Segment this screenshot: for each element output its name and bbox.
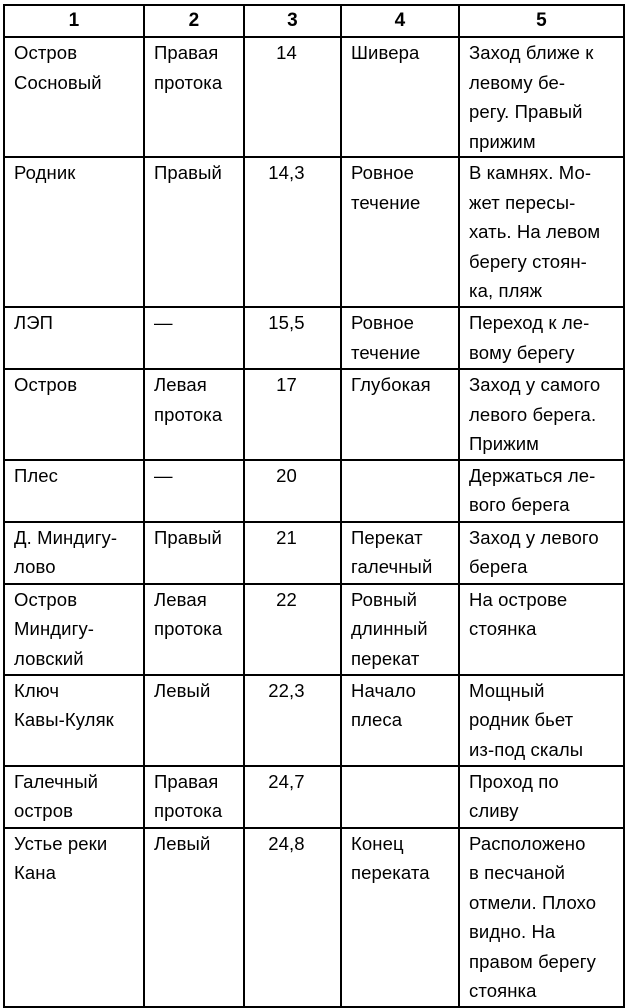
stream-cell bbox=[341, 584, 459, 675]
stream-cell-line: Конец bbox=[351, 832, 404, 854]
landmark-cell-line: Кана bbox=[14, 862, 56, 883]
note-cell bbox=[459, 307, 624, 369]
stream-cell bbox=[341, 766, 459, 828]
stream-cell bbox=[341, 37, 459, 157]
distance-cell: 14,3 bbox=[244, 157, 341, 307]
landmark-cell-line: Ключ bbox=[14, 679, 60, 701]
side-cell bbox=[144, 157, 244, 307]
stream-cell-line: перекат bbox=[351, 647, 420, 669]
stream-cell-line: Начало bbox=[351, 679, 417, 701]
side-cell-line: протока bbox=[154, 800, 223, 821]
side-cell bbox=[144, 675, 244, 766]
note-cell bbox=[459, 584, 624, 675]
stream-cell-line: течение bbox=[351, 191, 421, 213]
stream-cell bbox=[341, 828, 459, 1007]
note-cell-line: родник бьет bbox=[469, 709, 574, 730]
stream-cell-line: плеса bbox=[351, 709, 403, 730]
landmark-cell bbox=[4, 369, 144, 460]
landmark-cell-line: лово bbox=[14, 556, 56, 577]
table-row bbox=[4, 675, 624, 766]
note-cell-line: Заход у самого bbox=[469, 374, 601, 395]
side-cell-line: протока bbox=[154, 618, 223, 639]
stream-cell-line: Ровное bbox=[351, 162, 415, 183]
note-cell-line: вому берегу bbox=[469, 341, 575, 363]
landmark-cell-line: Родник bbox=[14, 162, 76, 183]
note-cell bbox=[459, 522, 624, 584]
side-cell-line: — bbox=[154, 464, 173, 486]
note-cell-line: регу. Правый bbox=[469, 101, 583, 122]
landmark-cell-line: Устье реки bbox=[14, 832, 108, 854]
note-cell bbox=[459, 828, 624, 1007]
side-cell-line: Левый bbox=[154, 832, 211, 854]
note-cell-line: Мощный bbox=[469, 679, 545, 701]
side-cell-line: Правая bbox=[154, 770, 219, 792]
note-cell bbox=[459, 460, 624, 522]
table-row bbox=[4, 460, 624, 522]
side-cell-line: Левый bbox=[154, 679, 211, 701]
note-cell bbox=[459, 369, 624, 460]
table-row bbox=[4, 584, 624, 675]
note-cell-line: Прижим bbox=[469, 433, 539, 454]
side-cell bbox=[144, 828, 244, 1007]
stream-cell bbox=[341, 460, 459, 522]
stream-cell bbox=[341, 307, 459, 369]
column-header-5: 5 bbox=[459, 5, 624, 37]
note-cell-line: правом берегу bbox=[469, 950, 596, 972]
distance-cell: 21 bbox=[244, 522, 341, 584]
column-header-3: 3 bbox=[244, 5, 341, 37]
note-cell-line: В камнях. Мо- bbox=[469, 162, 592, 183]
stream-cell-line: Ровное bbox=[351, 312, 415, 333]
note-cell-line: стоянка bbox=[469, 980, 537, 1001]
stream-cell bbox=[341, 522, 459, 584]
side-cell-line: — bbox=[154, 312, 173, 333]
note-cell-line: берега bbox=[469, 556, 528, 577]
side-cell-line: Левая bbox=[154, 588, 207, 610]
note-cell-line: левому бе- bbox=[469, 71, 566, 93]
table-row bbox=[4, 307, 624, 369]
landmark-cell-line: остров bbox=[14, 800, 74, 821]
table-row bbox=[4, 369, 624, 460]
landmark-cell bbox=[4, 766, 144, 828]
landmark-cell-line: Плес bbox=[14, 464, 59, 486]
note-cell-line: Заход у левого bbox=[469, 526, 599, 548]
landmark-cell-line: Сосновый bbox=[14, 71, 102, 93]
note-cell-line: Переход к ле- bbox=[469, 312, 590, 333]
river-route-table-container bbox=[3, 4, 623, 1008]
note-cell-line: сливу bbox=[469, 800, 519, 821]
landmark-cell-line: Кавы-Куляк bbox=[14, 709, 114, 730]
note-cell-line: жет пересы- bbox=[469, 191, 576, 213]
note-cell-line: Расположено bbox=[469, 832, 586, 854]
stream-cell-line: Шивера bbox=[351, 42, 420, 63]
river-route-table bbox=[3, 4, 625, 1008]
side-cell bbox=[144, 766, 244, 828]
landmark-cell bbox=[4, 828, 144, 1007]
note-cell-line: из-под скалы bbox=[469, 738, 584, 760]
column-header-1: 1 bbox=[4, 5, 144, 37]
side-cell-line: протока bbox=[154, 403, 223, 425]
note-cell-line: Заход ближе к bbox=[469, 42, 594, 63]
landmark-cell-line: Остров bbox=[14, 42, 78, 63]
distance-cell: 24,8 bbox=[244, 828, 341, 1007]
landmark-cell bbox=[4, 584, 144, 675]
note-cell-line: отмели. Плохо bbox=[469, 891, 597, 913]
landmark-cell-line: Галечный bbox=[14, 770, 99, 792]
side-cell-line: Правый bbox=[154, 162, 222, 183]
landmark-cell-line: ловский bbox=[14, 647, 84, 669]
stream-cell bbox=[341, 369, 459, 460]
landmark-cell bbox=[4, 460, 144, 522]
stream-cell bbox=[341, 157, 459, 307]
landmark-cell bbox=[4, 307, 144, 369]
stream-cell-line: галечный bbox=[351, 556, 433, 577]
note-cell-line: левого берега. bbox=[469, 403, 597, 425]
side-cell-line: Правая bbox=[154, 42, 219, 63]
table-row bbox=[4, 157, 624, 307]
note-cell-line: берегу стоян- bbox=[469, 250, 587, 272]
landmark-cell-line: Остров bbox=[14, 374, 78, 395]
table-row bbox=[4, 828, 624, 1007]
distance-cell: 22 bbox=[244, 584, 341, 675]
table-row bbox=[4, 522, 624, 584]
distance-cell: 24,7 bbox=[244, 766, 341, 828]
note-cell-line: стоянка bbox=[469, 618, 537, 639]
landmark-cell bbox=[4, 522, 144, 584]
header-row bbox=[4, 5, 624, 37]
side-cell bbox=[144, 460, 244, 522]
landmark-cell bbox=[4, 675, 144, 766]
stream-cell-line: длинный bbox=[351, 618, 428, 639]
distance-cell: 22,3 bbox=[244, 675, 341, 766]
note-cell-line: в песчаной bbox=[469, 862, 566, 883]
stream-cell-line: Перекат bbox=[351, 526, 423, 548]
landmark-cell-line: ЛЭП bbox=[14, 312, 54, 333]
side-cell bbox=[144, 584, 244, 675]
note-cell-line: вого берега bbox=[469, 494, 570, 515]
table-row bbox=[4, 766, 624, 828]
note-cell-line: прижим bbox=[469, 130, 536, 152]
side-cell bbox=[144, 307, 244, 369]
note-cell-line: Держаться ле- bbox=[469, 464, 596, 486]
side-cell-line: Левая bbox=[154, 374, 207, 395]
stream-cell-line: переката bbox=[351, 862, 430, 883]
note-cell-line: видно. На bbox=[469, 921, 556, 942]
stream-cell bbox=[341, 675, 459, 766]
table-body bbox=[4, 37, 624, 1007]
note-cell-line: Проход по bbox=[469, 770, 559, 792]
note-cell bbox=[459, 157, 624, 307]
note-cell bbox=[459, 675, 624, 766]
stream-cell-line: течение bbox=[351, 341, 421, 363]
landmark-cell bbox=[4, 37, 144, 157]
column-header-4: 4 bbox=[341, 5, 459, 37]
note-cell bbox=[459, 37, 624, 157]
landmark-cell-line: Миндигу- bbox=[14, 618, 95, 639]
stream-cell-line: Ровный bbox=[351, 588, 418, 610]
landmark-cell-line: Остров bbox=[14, 588, 78, 610]
side-cell bbox=[144, 522, 244, 584]
note-cell-line: ка, пляж bbox=[469, 280, 543, 301]
landmark-cell-line: Д. Миндигу- bbox=[14, 526, 118, 548]
note-cell bbox=[459, 766, 624, 828]
stream-cell-line: Глубокая bbox=[351, 374, 431, 395]
distance-cell: 14 bbox=[244, 37, 341, 157]
landmark-cell bbox=[4, 157, 144, 307]
side-cell bbox=[144, 369, 244, 460]
note-cell-line: хать. На левом bbox=[469, 221, 601, 242]
side-cell-line: протока bbox=[154, 71, 223, 93]
side-cell bbox=[144, 37, 244, 157]
note-cell-line: На острове bbox=[469, 588, 568, 610]
distance-cell: 15,5 bbox=[244, 307, 341, 369]
side-cell-line: Правый bbox=[154, 526, 222, 548]
distance-cell: 20 bbox=[244, 460, 341, 522]
distance-cell: 17 bbox=[244, 369, 341, 460]
column-header-2: 2 bbox=[144, 5, 244, 37]
table-row bbox=[4, 37, 624, 157]
